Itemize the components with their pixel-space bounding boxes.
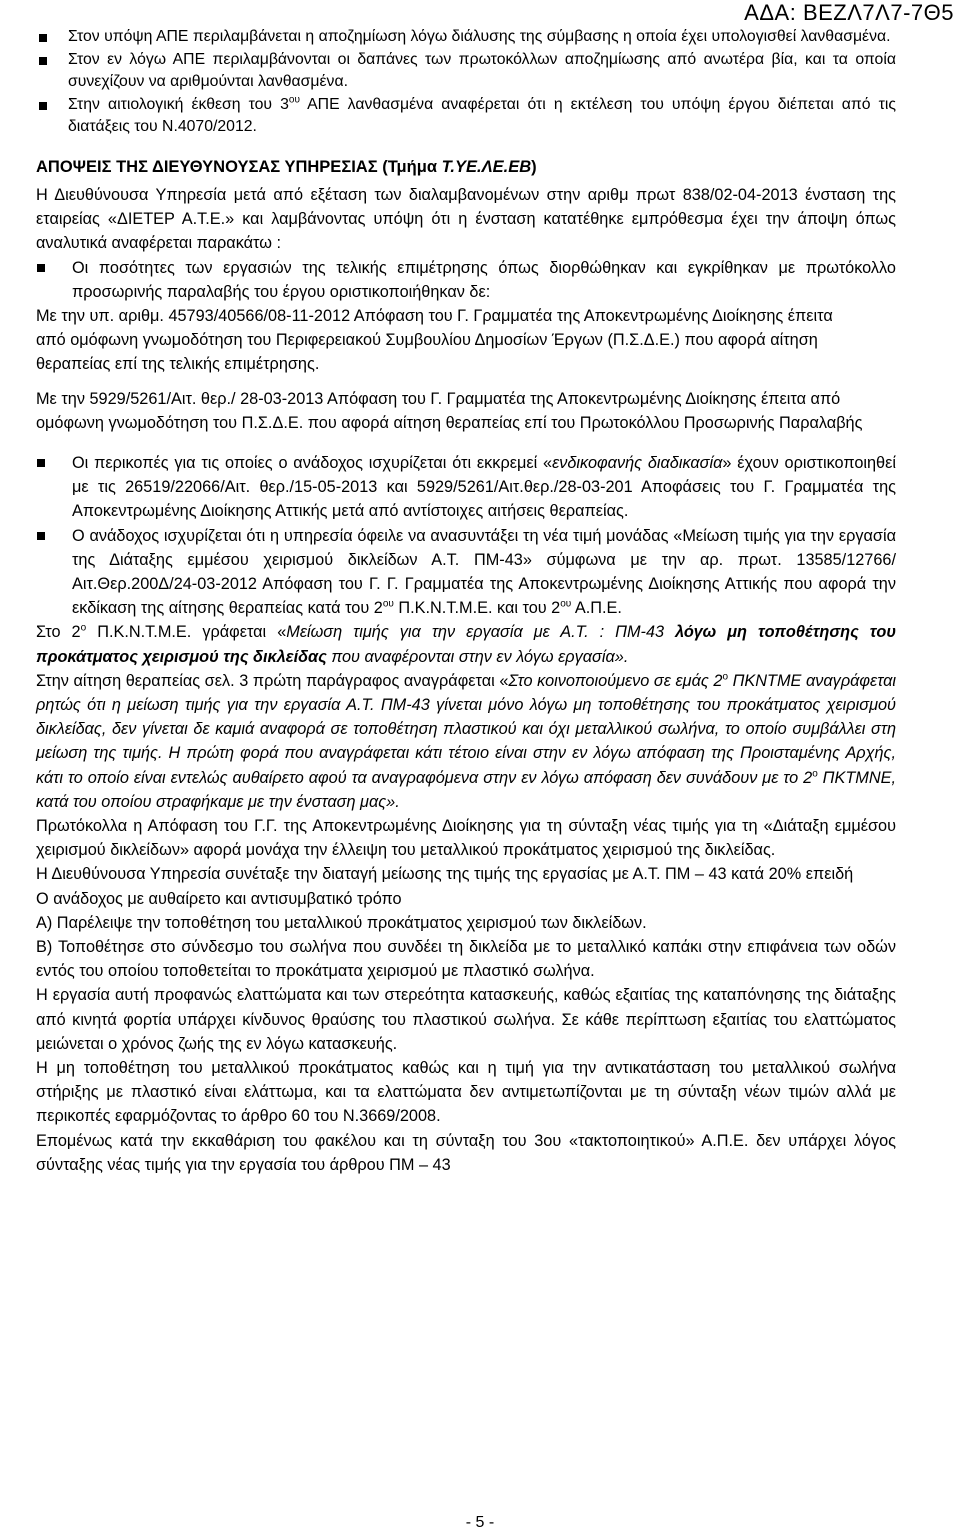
document-page	[36, 26, 896, 1177]
square-bullet-icon	[39, 102, 47, 110]
bullet-text: Οι ποσότητες των εργασιών της τελικής επιμέτρησης όπως διορθώθηκαν και εγκρίθηκαν με πρωτόκολλο προσωρινής παραλαβής του έργου οριστικοποιήθηκαν δε:	[72, 258, 896, 301]
paragraph: Στο $2^o$ Π.Κ.Ν.Τ.Μ.Ε. γράφεται «Μείωση τιμής για την εργασία με Α.Τ. : ΠΜ-43 λόγω μη τοποθέτησης του προκάτματος χειρισμού της δικλείδας που αναφέρονται στην εν λόγω εργασία».	[36, 623, 896, 666]
square-bullet-icon	[37, 532, 45, 540]
bullet-text: Στον υπόψη ΑΠΕ περιλαμβάνεται η αποζημίωση λόγω διάλυσης της σύμβασης η οποία έχει υπολογισθεί λανθασμένα.	[68, 28, 891, 45]
paragraph: Επομένως κατά την εκκαθάριση του φακέλου και τη σύνταξη του 3ου «τακτοποιητικού» Α.Π.Ε. δεν υπάρχει λόγος σύνταξης νέας τιμής για την εργασία του άρθρου ΠΜ – 43	[36, 1131, 896, 1174]
square-bullet-icon	[37, 459, 45, 467]
paragraph: Ο ανάδοχος με αυθαίρετο και αντισυμβατικό τρόπο	[36, 889, 402, 908]
decision-paragraph: Με την υπ. αριθμ. 45793/40566/08-11-2012 Απόφαση του Γ. Γραμματέα της Αποκεντρωμένης Διοίκησης έπειτα από ομόφωνη γνωμοδότηση του Περιφερειακού Συμβουλίου Δημοσίων Έργων (Π.Σ.Δ.Ε.) που αφορά αίτηση θεραπείας επί της τελικής επιμέτρησης.	[36, 306, 833, 374]
square-bullet-icon	[39, 34, 47, 42]
paragraph: Η εργασία αυτή προφανώς ελαττώματα και των στερεότητα κατασκευής, καθώς εξαιτίας της καταπόνησης της διάταξης από κινητά φορτία υπάρχει κίνδυνος θραύσης του πλαστικού σωλήνα. Σε κάθε περίπτωση εξαιτίας του ελαττώματος μειώνεται ο χρόνος ζωής της εν λόγω κατασκευής.	[36, 986, 896, 1053]
bullet-text: Στην αιτιολογική έκθεση του $3^{o\upsilon}$ ΑΠΕ λανθασμένα αναφέρεται ότι η εκτέλεση του υπόψη έργου διέπεται από τις διατάξεις του Ν.4070/2012.	[68, 94, 896, 136]
ada-code: ΑΔΑ: ΒΕΖΛ7Λ7-7Θ5	[744, 0, 954, 25]
paragraph: Β) Τοποθέτησε στο σύνδεσμο του σωλήνα που συνδέει τη δικλείδα με το μεταλλικό καπάκι στην επιφάνεια των οδών εντός του οποίου τοποθετείται το προκάτματα χειρισμού με πλαστικό σωλήνα.	[36, 938, 896, 981]
section-heading: ΑΠΟΨΕΙΣ ΤΗΣ ΔΙΕΥΘΥΝΟΥΣΑΣ ΥΠΗΡΕΣΙΑΣ (Τμήμα Τ.ΥΕ.ΛΕ.ΕΒ)	[36, 157, 537, 176]
paragraph: Α) Παρέλειψε την τοποθέτηση του μεταλλικού προκάτματος χειρισμού των δικλείδων.	[36, 913, 647, 932]
paragraph: Στην αίτηση θεραπείας σελ. 3 πρώτη παράγραφος αναγράφεται «Στο κοινοποιούμενο σε εμάς $2^o$ ΠΚΝΤΜΕ αναγράφεται ρητώς ότι η μείωση τιμής για την εργασία Α.Τ. ΠΜ-43 γίνεται μόνο λόγω μη τοποθέτησης του προκάτματος χειρισμού δικλείδας, δεν γίνεται δε καμιά αναφορά σε τοποθέτηση πλαστικού και όχι μεταλλικού σωλήνα, το οποίο συμβάλλει στη μείωση της τιμής. Η πρώτη φορά που αναγράφεται κάτι τέτοιο είναι στην εν λόγω απόφαση της Προισταμένης Αρχής, κάτι το οποίο είναι εντελώς αυθαίρετο αφού τα αναγραφόμενα στην εν λόγω απόφαση δεν συνάδουν με το $2^o$ ΠΚΤΜΝΕ, κατά του οποίου στραφήκαμε με την ένσταση μας».	[36, 671, 896, 811]
bullet-item	[36, 524, 896, 621]
bullet-item	[36, 94, 896, 139]
square-bullet-icon	[39, 57, 47, 65]
paragraph: Πρωτόκολλα η Απόφαση του Γ.Γ. της Αποκεντρωμένης Διοίκησης για τη σύνταξη νέας τιμής για τη «Διάταξη εμμέσου χειρισμού δικλείδων» αφορά μονάχα την έλλειψη του μεταλλικού προκάτματος χειρισμού της δικλείδας.	[36, 817, 896, 860]
page-number: - 5 -	[465, 1514, 495, 1531]
square-bullet-icon	[37, 264, 45, 272]
bullet-item	[36, 26, 896, 49]
bullet-item	[36, 49, 896, 94]
bullet-text: Ο ανάδοχος ισχυρίζεται ότι η υπηρεσία όφειλε να ανασυντάξει τη νέα τιμή μονάδας «Μείωση τιμής για την εργασία της Διάταξης εμμέσου χειρισμού δικλείδων Α.Τ. ΠΜ-43» σύμφωνα με την αρ. πρωτ. 13585/12766/Αιτ.Θερ.200Δ/24-03-2012 Απόφαση του Γ. Γ. Γραμματέα της Αποκεντρωμένης Διοίκησης Αττικής που αφορά την εκδίκαση της αίτησης θεραπείας κατά του $2^{o\upsilon}$ Π.Κ.Ν.Τ.Μ.Ε. και του $2^{o\upsilon}$ Α.Π.Ε.	[72, 526, 896, 618]
paragraph: Η Διευθύνουσα Υπηρεσία συνέταξε την διαταγή μείωσης της τιμής της εργασίας με Α.Τ. ΠΜ – 43 κατά 20% επειδή	[36, 865, 854, 884]
intro-paragraph: Η Διευθύνουσα Υπηρεσία μετά από εξέταση των διαλαμβανομένων στην αριθμ πρωτ 838/02-04-2013 ένσταση της εταιρείας «ΔΙΕΤΕΡ Α.Τ.Ε.» και λαμβάνοντας υπόψη ότι η ένσταση κατατέθηκε εμπρόθεσμα έχει την άποψη όπως αναλυτικά αναφέρεται παρακάτω :	[36, 185, 896, 253]
bullet-text: Στον εν λόγω ΑΠΕ περιλαμβάνονται οι δαπάνες των πρωτοκόλλων αποζημίωσης από ανωτέρα βία, και τα οποία συνεχίζουν να αριθμούνται λανθασμένα.	[68, 50, 896, 91]
bullet-item	[36, 451, 896, 524]
bullet-item	[36, 256, 896, 435]
bullet-text: Οι περικοπές για τις οποίες ο ανάδοχος ισχυρίζεται ότι εκκρεμεί «ενδικοφανής διαδικασία» έχουν οριστικοποιηθεί με τις 26519/22066/Αιτ. θερ./15-05-2013 και 5929/5261/Αιτ.θερ./28-03-201 Αποφάσεις του Γ. Γραμματέα της Αποκεντρωμένης Διοίκησης Αττικής μετά από αντίστοιχες αιτήσεις θεραπείας.	[72, 454, 896, 521]
decision-paragraph: Με την 5929/5261/Αιτ. θερ./ 28-03-2013 Απόφαση του Γ. Γραμματέα της Αποκεντρωμένης Διοίκησης έπειτα από ομόφωνη γνωμοδότηση του Π.Σ.Δ.Ε. που αφορά αίτηση θεραπείας επί του Πρωτοκόλλου Προσωρινής Παραλαβής	[36, 389, 863, 432]
paragraph: Η μη τοποθέτηση του μεταλλικού προκάτματος καθώς και η τιμή για την αντικατάσταση του μεταλλικού σωλήνα στήριξης με πλαστικό είναι ελάττωμα, και τα ελαττώματα δεν αντιμετωπίζονται με τη σύνταξη νέων τιμών αλλά με περικοπές εφαρμόζοντας το άρθρο 60 του Ν.3669/2008.	[36, 1059, 896, 1126]
